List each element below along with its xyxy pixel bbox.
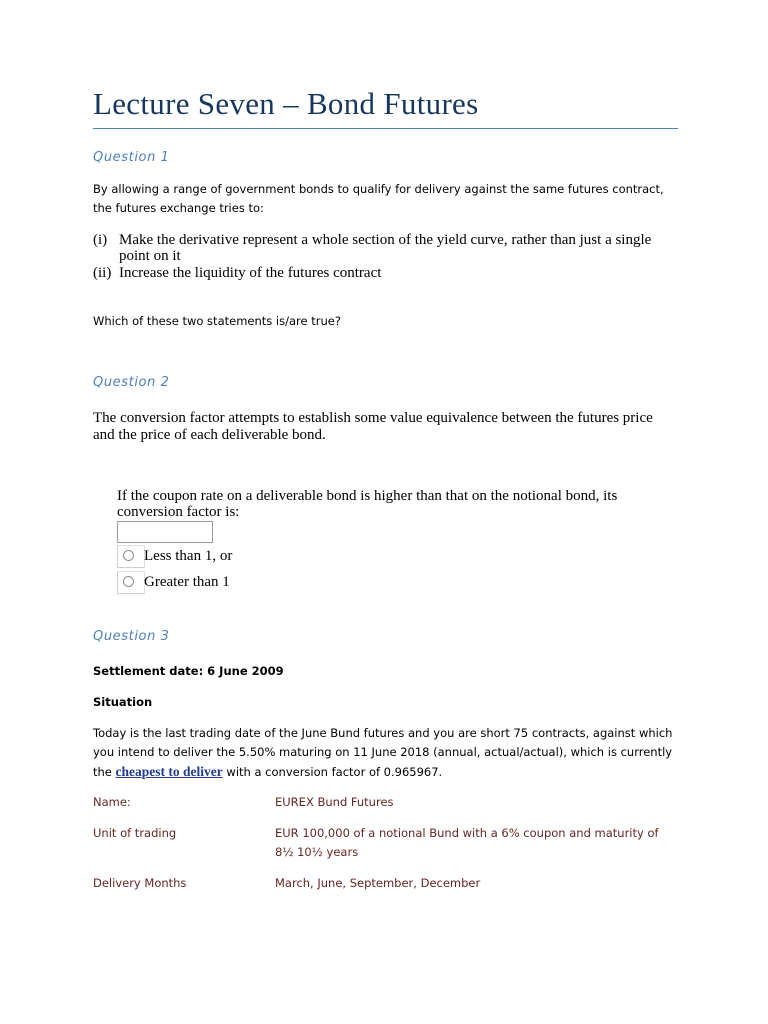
option-label: Greater than 1	[144, 574, 230, 590]
spec-label-unit-of-trading: Unit of trading	[93, 826, 177, 840]
situation-text-part-2: with a conversion factor of 0.965967.	[222, 765, 443, 779]
page-title: Lecture Seven – Bond Futures	[93, 86, 479, 121]
title-divider	[93, 128, 678, 129]
question-1-prompt: Which of these two statements is/are true?	[93, 314, 341, 328]
spec-value-unit-of-trading: EUR 100,000 of a notional Bund with a 6% coupon and maturity of 8½ 10½ years	[275, 826, 659, 859]
question-1-heading: Question 1	[93, 150, 170, 165]
question-2-prompt: If the coupon rate on a deliverable bond is higher than that on the notional bond, its conversion factor is:	[117, 488, 618, 520]
list-text: Increase the liquidity of the futures contract	[119, 265, 382, 281]
situation-label: Situation	[93, 695, 153, 709]
question-3-heading: Question 3	[93, 629, 170, 644]
radio-frame	[117, 571, 145, 594]
list-number: (ii)	[93, 265, 112, 281]
option-label: Less than 1, or	[144, 548, 233, 564]
spec-label-delivery-months: Delivery Months	[93, 876, 187, 890]
list-number: (i)	[93, 232, 108, 248]
situation-text	[93, 724, 678, 782]
list-text: Make the derivative represent a whole section of the yield curve, rather than just a single point on it	[119, 232, 652, 264]
situation-text-part-1: Today is the last trading date of the June Bund futures and you are short 75 contracts, against which you intend to deliver the 5.50% maturing on 11 June 2018 (annual, actual/actual), which is currently the	[93, 726, 673, 779]
question-2-intro: The conversion factor attempts to establish some value equivalence between the futures price and the price of each deliverable bond.	[93, 410, 653, 443]
radio-button-icon[interactable]	[123, 576, 134, 587]
cheapest-to-deliver-link[interactable]: cheapest to deliver	[115, 764, 223, 779]
answer-input[interactable]	[117, 521, 213, 543]
radio-button-icon[interactable]	[123, 550, 134, 561]
settlement-date: Settlement date: 6 June 2009	[93, 664, 284, 678]
spec-value-delivery-months: March, June, September, December	[275, 876, 481, 890]
question-1-intro: By allowing a range of government bonds to qualify for delivery against the same futures contract, the futures exchange tries to:	[93, 182, 664, 215]
spec-value-name: EUREX Bund Futures	[275, 795, 394, 809]
question-2-heading: Question 2	[93, 375, 170, 390]
spec-label-name: Name:	[93, 795, 131, 809]
radio-frame	[117, 545, 145, 568]
